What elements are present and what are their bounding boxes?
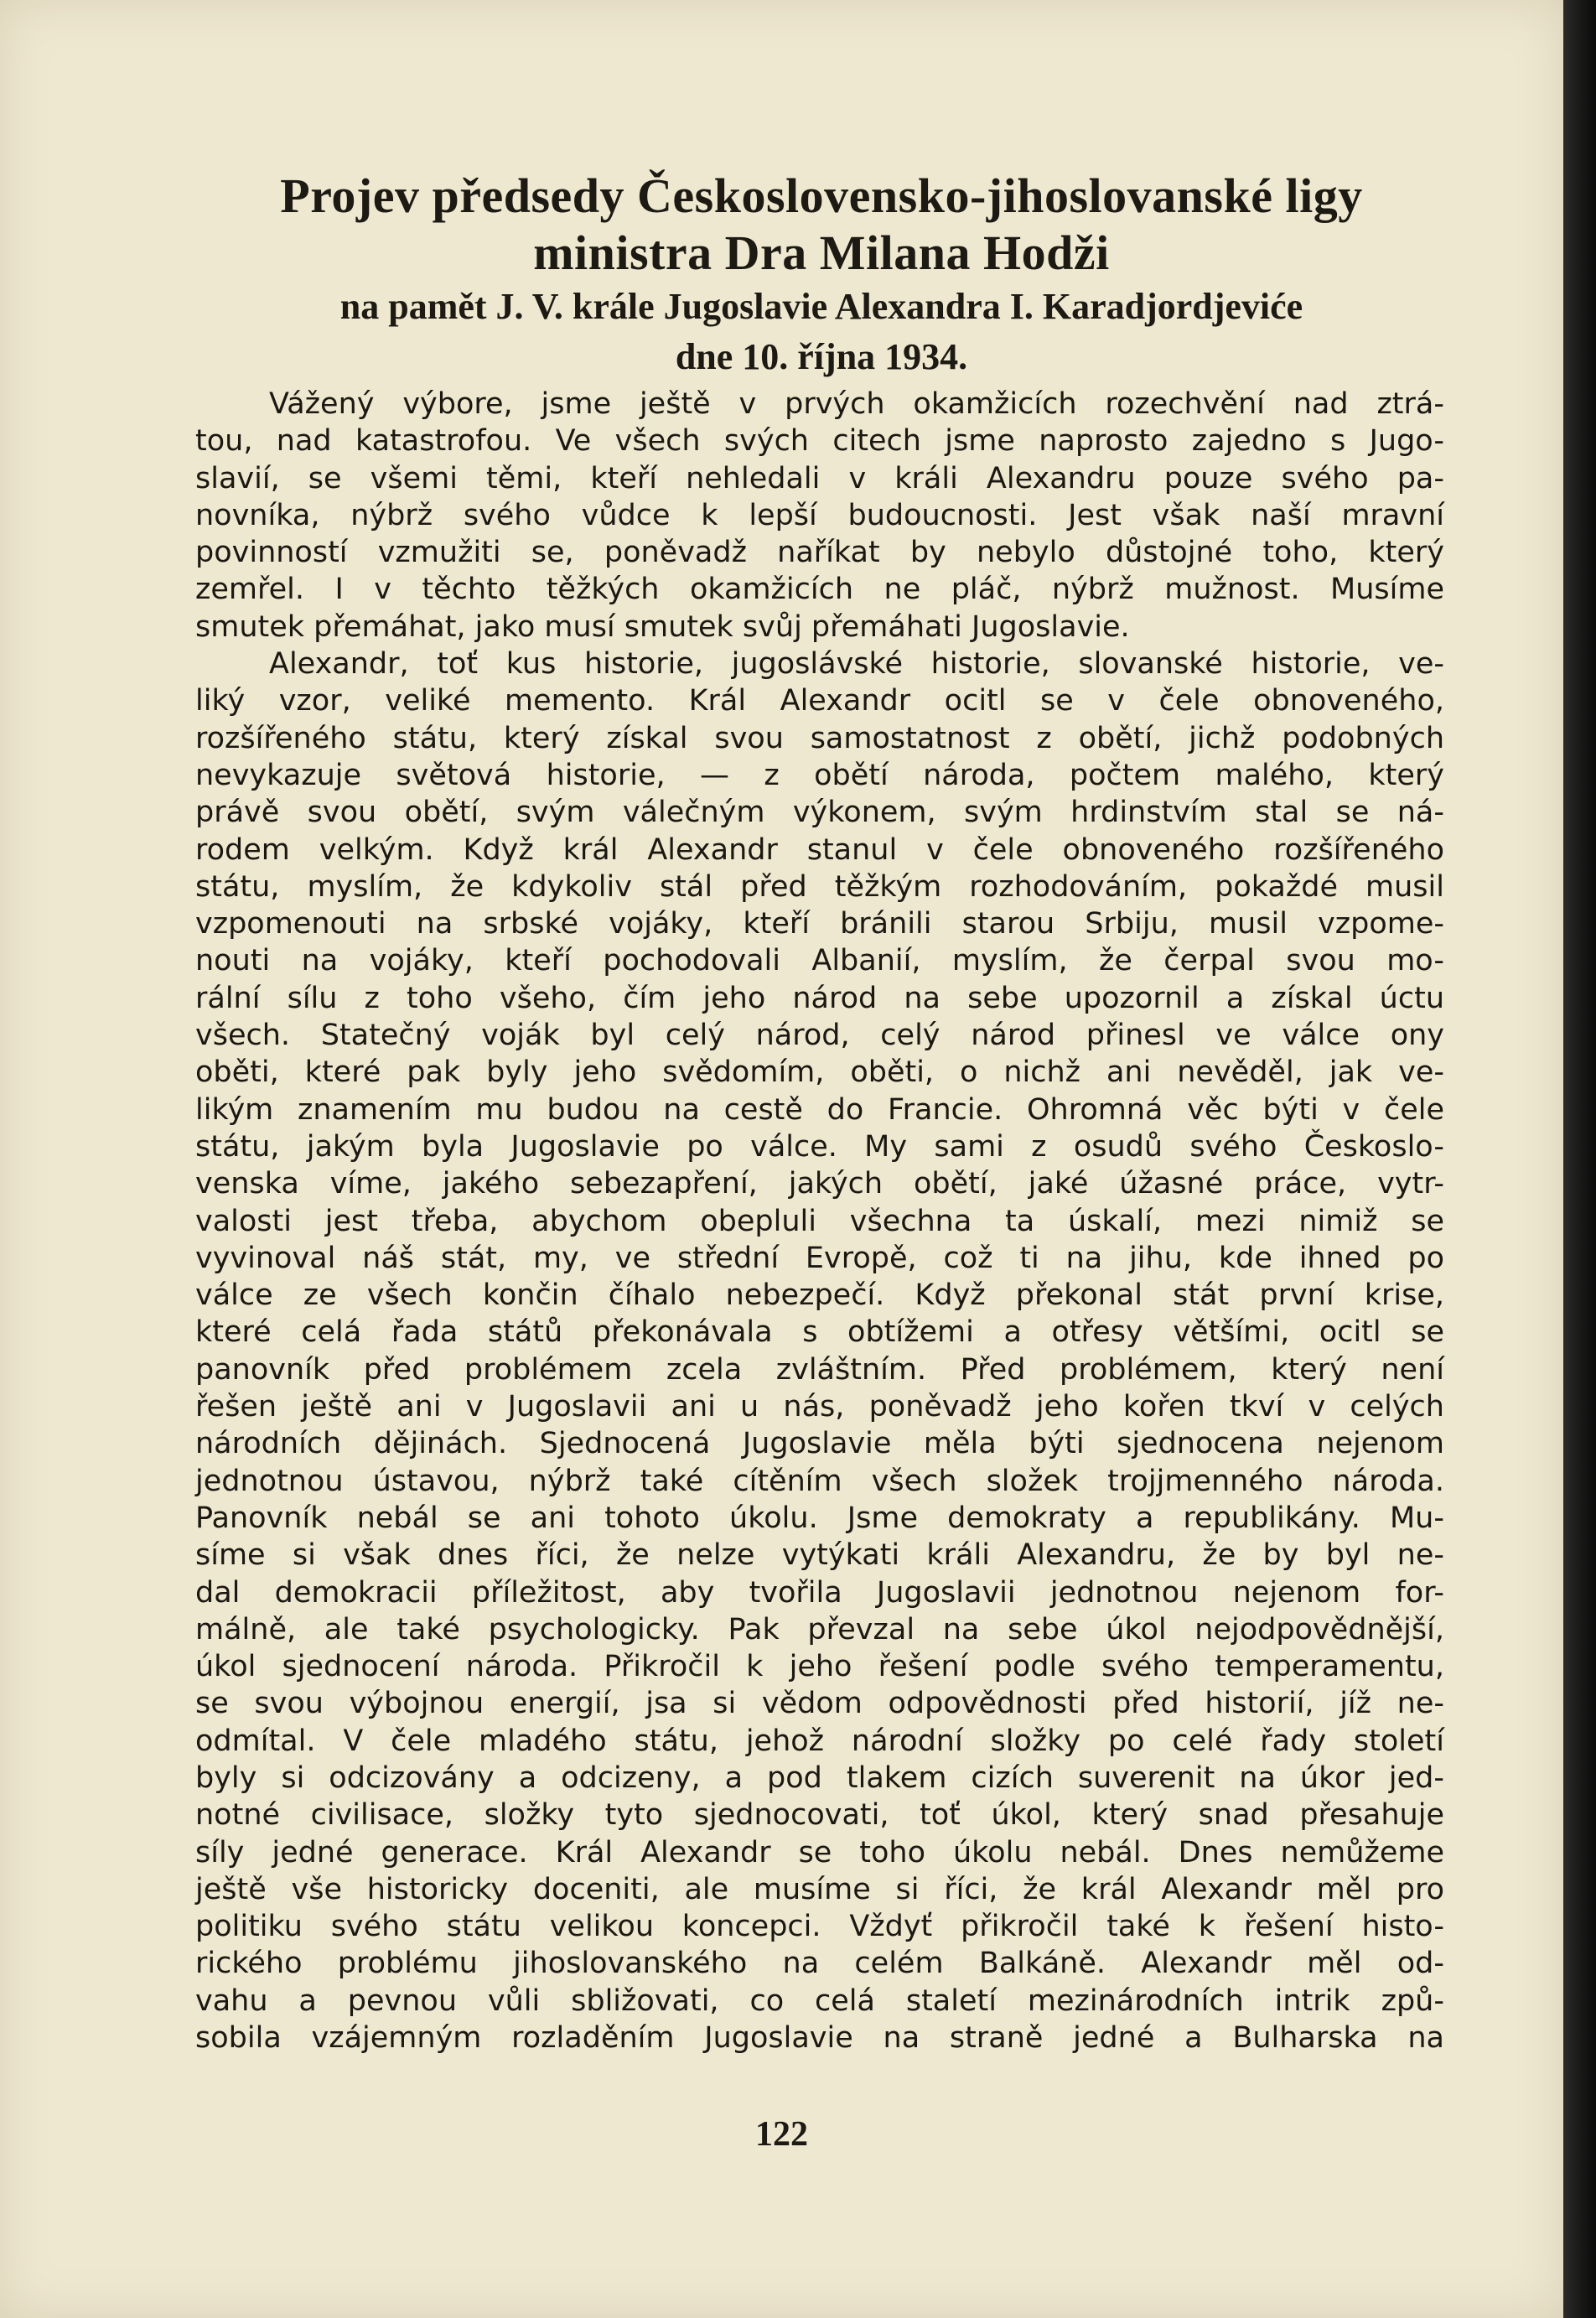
text-line: likým znamením mu budou na cestě do Francie. Ohromná věc býti v čele [195,1092,1444,1127]
text-line: ještě vše historicky doceniti, ale musíme si říci, že král Alexandr měl pro [195,1872,1444,1906]
text-line: právě svou obětí, svým válečným výkonem, svým hrdinstvím stal se ná- [195,796,1444,830]
page-number: 122 [755,2115,808,2154]
text-line: vyvinoval náš stát, my, ve střední Evropě, což ti na jihu, kde ihned po [195,1241,1444,1275]
text-line: byly si odcizovány a odcizeny, a pod tlakem cizích suverenit na úkor jed- [195,1761,1444,1795]
text-line: slavií, se všemi těmi, kteří nehledali v králi Alexandru pouze svého pa- [195,461,1444,495]
subtitle-line-2: dne 10. října 1934. [675,336,968,377]
text-line: řešen ještě ani v Jugoslavii ani u nás, poněvadž jeho kořen tkví v celých [195,1390,1444,1424]
text-line: nouti na vojáky, kteří pochodovali Albanií, myslím, že čerpal svou mo- [195,944,1444,978]
text-line: valosti jest třeba, abychom obepluli všechna ta úskalí, mezi nimiž se [195,1204,1444,1238]
text-line: vahu a pevnou vůli sbližovati, co celá staletí mezinárodních intrik způ- [195,1984,1444,2018]
text-line: politiku svého státu velikou koncepci. Vždyť přikročil také k řešení histo- [195,1910,1444,1944]
text-line: venska víme, jakého sebezapření, jakých obětí, jaké úžasné práce, vytr- [195,1167,1444,1201]
text-line: sobila vzájemným rozladěním Jugoslavie na straně jedné a Bulharska na [195,2021,1444,2056]
text-line: dal demokracii příležitost, aby tvořila Jugoslavii jednotnou nejenom for- [195,1575,1444,1610]
text-line: rodem velkým. Když král Alexandr stanul v čele obnoveného rozšířeného [195,832,1444,867]
book-gutter-shadow [1563,0,1596,2318]
text-line: vzpomenouti na srbské vojáky, kteří bránili starou Srbiju, musil vzpome- [195,907,1444,941]
text-line: Alexandr, toť kus historie, jugoslávské historie, slovanské historie, ve- [269,647,1444,682]
text-line: úkol sjednocení národa. Přikročil k jeho řešení podle svého temperamentu, [195,1650,1444,1684]
text-line: málně, ale také psychologicky. Pak převzal na sebe úkol nejodpovědnější, [195,1612,1444,1646]
text-line: tou, nad katastrofou. Ve všech svých citech jsme naprosto zajedno s Jugo- [195,424,1444,459]
text-line: všech. Statečný voják byl celý národ, celý národ přinesl ve válce ony [195,1019,1444,1053]
title-line-1: Projev předsedy Československo-jihoslovanské ligy [280,169,1363,223]
title-line-2: ministra Dra Milana Hodži [533,226,1110,280]
text-line: které celá řada států překonávala s obtížemi a otřesy většími, ocitl se [195,1315,1444,1350]
text-line: válce ze všech končin číhalo nebezpečí. Když překonal stát první krise, [195,1278,1444,1313]
text-line: rického problému jihoslovanského na celém Balkáně. Alexandr měl od- [195,1947,1444,1981]
paragraph-2 [195,646,1444,2056]
text-line: rální sílu z toho všeho, čím jeho národ na sebe upozornil a získal úctu [195,981,1444,1015]
text-line: rozšířeného státu, který získal svou samostatnost z obětí, jichž podobných [195,721,1444,755]
speech-header [193,168,1450,382]
text-line: smutek přemáhat, jako musí smutek svůj přemáhati Jugoslavie. [195,609,1130,644]
text-line: Panovník nebál se ani tohoto úkolu. Jsme demokraty a republikány. Mu- [195,1501,1444,1535]
speech-body [195,386,1444,2056]
text-line: státu, myslím, že kdykoliv stál před těžkým rozhodováním, pokaždé musil [195,869,1444,904]
subtitle-line-1: na pamět J. V. krále Jugoslavie Alexandra I. Karadjordjeviće [339,286,1303,327]
text-line: Vážený výbore, jsme ještě v prvých okamžicích rozechvění nad ztrá- [269,387,1444,421]
text-line: národních dějinách. Sjednocená Jugoslavie měla býti sjednocena nejenom [195,1427,1444,1461]
text-line: notné civilisace, složky tyto sjednocovati, toť úkol, který snad přesahuje [195,1798,1444,1833]
text-line: zemřel. I v těchto těžkých okamžicích ne pláč, nýbrž mužnost. Musíme [195,573,1444,607]
text-line: síly jedné generace. Král Alexandr se toho úkolu nebál. Dnes nemůžeme [195,1835,1444,1869]
text-line: panovník před problémem zcela zvláštním. Před problémem, který není [195,1352,1444,1387]
text-line: oběti, které pak byly jeho svědomím, oběti, o nichž ani nevěděl, jak ve- [195,1055,1444,1090]
text-line: novníka, nýbrž svého vůdce k lepší budoucnosti. Jest však naší mravní [195,498,1444,532]
text-line: jednotnou ústavou, nýbrž také cítěním všech složek trojjmenného národa. [195,1464,1444,1498]
text-line: odmítal. V čele mladého státu, jehož národní složky po celé řady století [195,1724,1444,1758]
text-line: liký vzor, veliké memento. Král Alexandr ocitl se v čele obnoveného, [195,684,1444,718]
paragraph-1 [195,386,1444,646]
text-line: se svou výbojnou energií, jsa si vědom odpovědnosti před historií, jíž ne- [195,1687,1444,1721]
text-line: síme si však dnes říci, že nelze vytýkati králi Alexandru, že by byl ne- [195,1538,1444,1573]
text-line: nevykazuje světová historie, — z obětí národa, počtem malého, který [195,758,1444,792]
text-line: státu, jakým byla Jugoslavie po válce. My sami z osudů svého Českoslo- [195,1129,1444,1164]
text-line: povinností vzmužiti se, poněvadž naříkat by nebylo důstojné toho, který [195,536,1444,570]
